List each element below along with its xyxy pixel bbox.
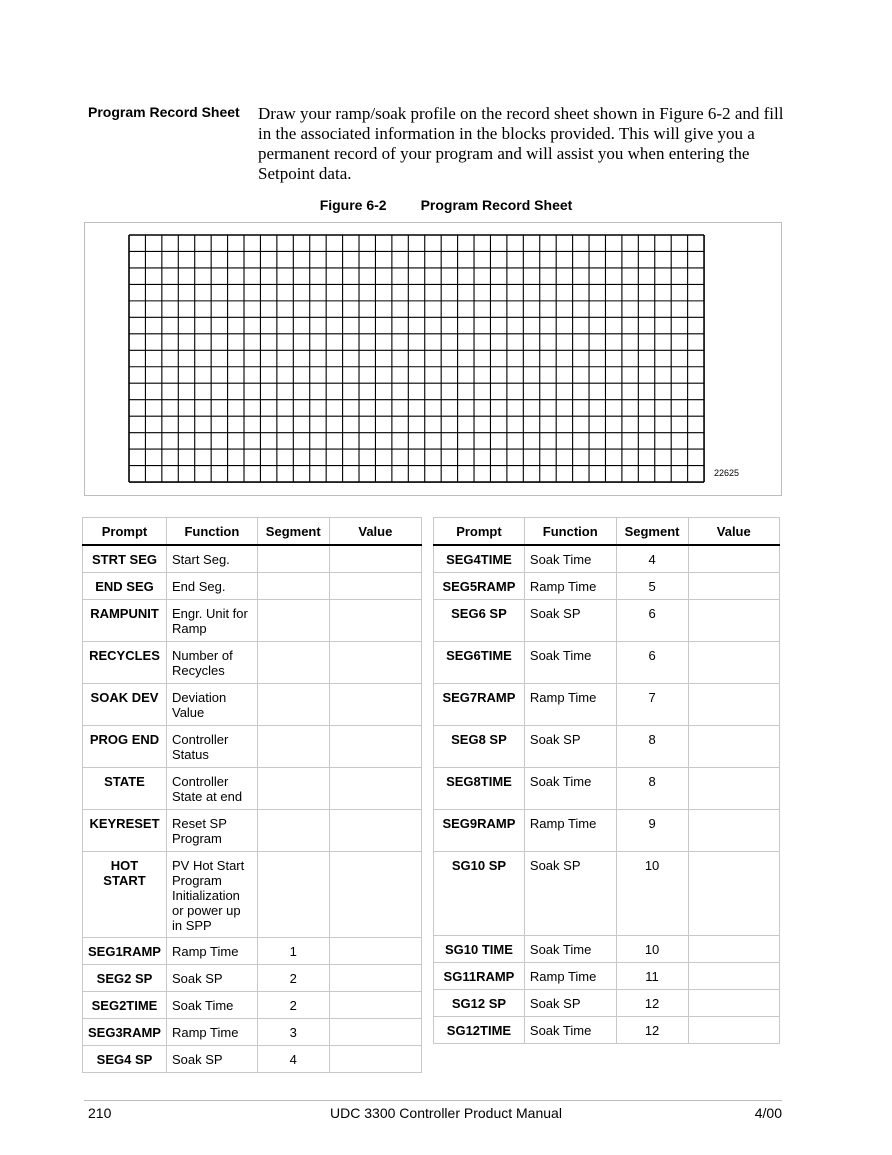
prompt-cell: SEG4 SP xyxy=(83,1045,167,1072)
function-cell: Ramp Time xyxy=(166,937,257,964)
value-cell[interactable] xyxy=(688,641,779,683)
value-cell[interactable] xyxy=(329,545,421,572)
segment-cell xyxy=(257,809,329,851)
function-cell: Soak Time xyxy=(524,767,616,809)
segment-cell xyxy=(257,725,329,767)
value-cell[interactable] xyxy=(688,851,779,935)
segment-cell xyxy=(257,599,329,641)
prompt-cell: SOAK DEV xyxy=(83,683,167,725)
segment-cell: 12 xyxy=(616,1016,688,1043)
prompt-cell: HOT START xyxy=(83,851,167,937)
segment-cell: 2 xyxy=(257,991,329,1018)
value-cell[interactable] xyxy=(329,641,421,683)
table-row xyxy=(83,683,422,725)
function-cell: End Seg. xyxy=(166,572,257,599)
segment-cell: 4 xyxy=(616,545,688,572)
prompt-cell: SEG2TIME xyxy=(83,991,167,1018)
column-header: Function xyxy=(166,518,257,546)
prompt-cell: SEG4TIME xyxy=(434,545,525,572)
prompt-cell: SEG7RAMP xyxy=(434,683,525,725)
prompt-cell: SG11RAMP xyxy=(434,962,525,989)
value-cell[interactable] xyxy=(688,725,779,767)
section-heading: Program Record Sheet xyxy=(88,104,240,120)
prompt-cell: SEG5RAMP xyxy=(434,572,525,599)
footer-rule xyxy=(84,1100,782,1101)
segment-cell: 5 xyxy=(616,572,688,599)
function-cell: Controller State at end xyxy=(166,767,257,809)
table-row xyxy=(83,641,422,683)
function-cell: Ramp Time xyxy=(524,683,616,725)
record-table-right xyxy=(433,517,780,1044)
table-row xyxy=(83,851,422,937)
value-cell[interactable] xyxy=(688,809,779,851)
record-grid xyxy=(85,223,781,495)
prompt-cell: SG10 TIME xyxy=(434,935,525,962)
segment-cell: 4 xyxy=(257,1045,329,1072)
prompt-cell: SG12 SP xyxy=(434,989,525,1016)
figure-id: 22625 xyxy=(714,468,740,478)
function-cell: Soak Time xyxy=(524,1016,616,1043)
segment-cell: 8 xyxy=(616,767,688,809)
segment-cell: 1 xyxy=(257,937,329,964)
function-cell: Start Seg. xyxy=(166,545,257,572)
prompt-cell: SEG3RAMP xyxy=(83,1018,167,1045)
value-cell[interactable] xyxy=(329,964,421,991)
table-row xyxy=(83,767,422,809)
table-row xyxy=(434,851,780,935)
table-row xyxy=(83,545,422,572)
function-cell: Ramp Time xyxy=(524,962,616,989)
table-row xyxy=(434,683,780,725)
record-grid-figure xyxy=(84,222,782,496)
column-header: Value xyxy=(329,518,421,546)
intro-paragraph: Draw your ramp/soak profile on the record sheet shown in Figure 6-2 and fill in the associated information in the blocks provided. This will give you a permanent record of your program and will assist you when entering the Setpoint data. xyxy=(258,104,784,183)
prompt-cell: SEG6 SP xyxy=(434,599,525,641)
value-cell[interactable] xyxy=(688,572,779,599)
function-cell: Soak SP xyxy=(166,1045,257,1072)
segment-cell: 10 xyxy=(616,851,688,935)
function-cell: Controller Status xyxy=(166,725,257,767)
function-cell: Soak SP xyxy=(524,851,616,935)
function-cell: Number of Recycles xyxy=(166,641,257,683)
value-cell[interactable] xyxy=(329,599,421,641)
function-cell: Soak Time xyxy=(524,545,616,572)
value-cell[interactable] xyxy=(688,935,779,962)
table-row xyxy=(434,809,780,851)
table-row xyxy=(83,725,422,767)
segment-cell: 7 xyxy=(616,683,688,725)
segment-cell: 11 xyxy=(616,962,688,989)
value-cell[interactable] xyxy=(329,1018,421,1045)
value-cell[interactable] xyxy=(688,1016,779,1043)
column-header: Value xyxy=(688,518,779,546)
table-row xyxy=(434,641,780,683)
function-cell: Soak Time xyxy=(166,991,257,1018)
table-row xyxy=(83,991,422,1018)
function-cell: Soak Time xyxy=(524,641,616,683)
column-header: Segment xyxy=(616,518,688,546)
segment-cell xyxy=(257,572,329,599)
prompt-cell: SG10 SP xyxy=(434,851,525,935)
value-cell[interactable] xyxy=(329,937,421,964)
value-cell[interactable] xyxy=(688,767,779,809)
record-table-left xyxy=(82,517,422,1073)
prompt-cell: SEG1RAMP xyxy=(83,937,167,964)
table-row xyxy=(434,935,780,962)
segment-cell: 3 xyxy=(257,1018,329,1045)
prompt-cell: RECYCLES xyxy=(83,641,167,683)
function-cell: Soak SP xyxy=(524,725,616,767)
column-header: Segment xyxy=(257,518,329,546)
value-cell[interactable] xyxy=(688,545,779,572)
prompt-cell: SEG2 SP xyxy=(83,964,167,991)
table-row xyxy=(434,572,780,599)
table-row xyxy=(83,1045,422,1072)
function-cell: Soak SP xyxy=(524,989,616,1016)
segment-cell: 2 xyxy=(257,964,329,991)
segment-cell: 10 xyxy=(616,935,688,962)
function-cell: Reset SP Program xyxy=(166,809,257,851)
table-row xyxy=(83,964,422,991)
value-cell[interactable] xyxy=(329,767,421,809)
table-row xyxy=(83,809,422,851)
value-cell[interactable] xyxy=(329,1045,421,1072)
function-cell: Ramp Time xyxy=(166,1018,257,1045)
prompt-cell: SEG8TIME xyxy=(434,767,525,809)
manual-title: UDC 3300 Controller Product Manual xyxy=(330,1105,562,1121)
table-row xyxy=(83,572,422,599)
value-cell[interactable] xyxy=(688,989,779,1016)
segment-cell: 6 xyxy=(616,599,688,641)
table-row xyxy=(434,1016,780,1043)
prompt-cell: RAMPUNIT xyxy=(83,599,167,641)
value-cell[interactable] xyxy=(329,991,421,1018)
table-row xyxy=(434,599,780,641)
value-cell[interactable] xyxy=(688,962,779,989)
table-row xyxy=(434,545,780,572)
table-row xyxy=(434,725,780,767)
figure-title: Program Record Sheet xyxy=(420,197,573,213)
function-cell: Deviation Value xyxy=(166,683,257,725)
table-row xyxy=(83,1018,422,1045)
table-row xyxy=(434,962,780,989)
value-cell[interactable] xyxy=(329,572,421,599)
segment-cell: 6 xyxy=(616,641,688,683)
prompt-cell: SEG9RAMP xyxy=(434,809,525,851)
prompt-cell: STATE xyxy=(83,767,167,809)
segment-cell: 8 xyxy=(616,725,688,767)
figure-caption xyxy=(0,197,892,213)
value-cell[interactable] xyxy=(329,725,421,767)
column-header: Function xyxy=(524,518,616,546)
prompt-cell: END SEG xyxy=(83,572,167,599)
table-header-row xyxy=(434,518,780,546)
prompt-cell: STRT SEG xyxy=(83,545,167,572)
value-cell[interactable] xyxy=(688,599,779,641)
prompt-cell: KEYRESET xyxy=(83,809,167,851)
function-cell: Soak SP xyxy=(524,599,616,641)
function-cell: Engr. Unit for Ramp xyxy=(166,599,257,641)
segment-cell xyxy=(257,545,329,572)
table-header-row xyxy=(83,518,422,546)
segment-cell xyxy=(257,641,329,683)
value-cell[interactable] xyxy=(329,809,421,851)
prompt-cell: SEG8 SP xyxy=(434,725,525,767)
segment-cell: 9 xyxy=(616,809,688,851)
prompt-cell: PROG END xyxy=(83,725,167,767)
revision-date: 4/00 xyxy=(754,1105,782,1121)
function-cell: PV Hot Start Program Initialization or power up in SPP xyxy=(166,851,257,937)
prompt-cell: SG12TIME xyxy=(434,1016,525,1043)
table-row xyxy=(83,937,422,964)
function-cell: Ramp Time xyxy=(524,809,616,851)
function-cell: Soak Time xyxy=(524,935,616,962)
segment-cell xyxy=(257,851,329,937)
table-row xyxy=(434,989,780,1016)
table-row xyxy=(434,767,780,809)
value-cell[interactable] xyxy=(329,683,421,725)
segment-cell xyxy=(257,683,329,725)
figure-number: Figure 6-2 xyxy=(319,197,387,213)
function-cell: Soak SP xyxy=(166,964,257,991)
column-header: Prompt xyxy=(83,518,167,546)
segment-cell xyxy=(257,767,329,809)
function-cell: Ramp Time xyxy=(524,572,616,599)
value-cell[interactable] xyxy=(329,851,421,937)
table-row xyxy=(83,599,422,641)
segment-cell: 12 xyxy=(616,989,688,1016)
value-cell[interactable] xyxy=(688,683,779,725)
prompt-cell: SEG6TIME xyxy=(434,641,525,683)
column-header: Prompt xyxy=(434,518,525,546)
page-number: 210 xyxy=(88,1105,112,1121)
